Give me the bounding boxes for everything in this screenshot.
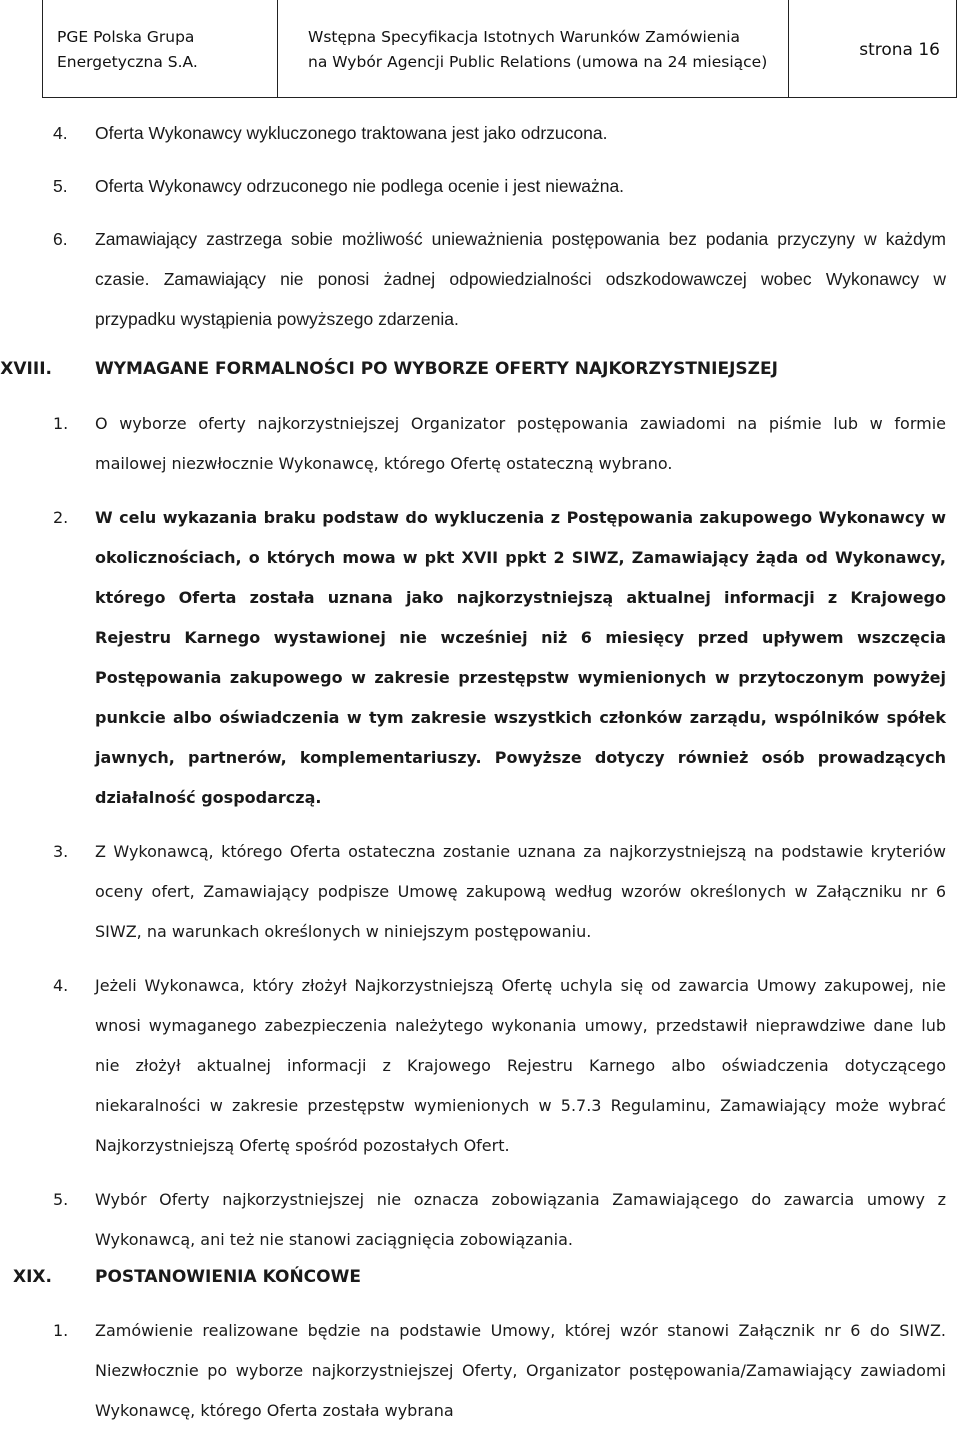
title-line: na Wybór Agencji Public Relations (umowa na 24 miesiące) — [308, 53, 768, 71]
item-text: Jeżeli Wykonawca, który złożył Najkorzystniejszą Ofertę uchyla się od zawarcia Umowy zakupowej, nie wnosi wymaganego zabezpieczenia należytego wykonania umowy, przedstawił nieprawdziwe dane lub nie złożył aktualnej informacji z Krajowego Rejestru Karnego albo oświadczenia dotyczącego niekaralności w zakresie przestępstw wymienionych w 5.7.3 Regulaminu, Zamawiający może wybrać Najkorzystniejszą Ofertę spośród pozostałych Ofert. — [95, 976, 946, 1155]
list-item — [0, 113, 960, 153]
item-number: 5. — [53, 1190, 69, 1209]
item-text: Z Wykonawcą, którego Oferta ostateczna zostanie uznana za najkorzystniejszą na podstawie kryteriów oceny ofert, Zamawiający podpisze Umowę zakupową według wzorów określonych w Załączniku nr 6 SIWZ, na warunkach określonych w niniejszym postępowaniu. — [95, 842, 946, 941]
section-title: POSTANOWIENIA KOŃCOWE — [95, 1267, 361, 1287]
item-number: 4. — [53, 123, 68, 143]
list-item — [0, 166, 960, 206]
item-text: Wybór Oferty najkorzystniejszej nie oznacza zobowiązania Zamawiającego do zawarcia umowy z Wykonawcą, ani też nie stanowi zaciągnięcia zobowiązania. — [95, 1190, 946, 1249]
item-text: Zamawiający zastrzega sobie możliwość unieważnienia postępowania bez podania przyczyny w każdym czasie. Zamawiający nie ponosi żadnej odpowiedzialności odszkodowawczej wobec Wykonawcy w przypadku wystąpienia powyższego zdarzenia. — [95, 229, 946, 329]
list-item — [0, 498, 960, 818]
section-title: WYMAGANE FORMALNOŚCI PO WYBORZE OFERTY NAJKORZYSTNIEJSZEJ — [95, 359, 778, 379]
section-xviii-list — [0, 404, 960, 1260]
title-line: Wstępna Specyfikacja Istotnych Warunków Zamówienia — [308, 28, 740, 46]
item-text: Oferta Wykonawcy odrzuconego nie podlega ocenie i jest nieważna. — [95, 176, 625, 196]
item-number: 4. — [53, 976, 69, 995]
company-line: Energetyczna S.A. — [57, 53, 198, 71]
item-text: Zamówienie realizowane będzie na podstawie Umowy, której wzór stanowi Załącznik nr 6 do SIWZ. Niezwłocznie po wyborze najkorzystniejszej Oferty, Organizator postępowania/Zamawiający zawiadomi Wykonawcę, którego Oferta została wybrana — [95, 1321, 946, 1420]
item-text: W celu wykazania braku podstaw do wykluczenia z Postępowania zakupowego Wykonawcy w okolicznościach, o których mowa w pkt XVII ppkt 2 SIWZ, Zamawiający żąda od Wykonawcy, którego Oferta została uznana jako najkorzystniejszą aktualnej informacji z Krajowego Rejestru Karnego wystawionej nie wcześniej niż 6 miesięcy przed upływem wszczęcia Postępowania zakupowego w zakresie przestępstw wymienionych w przytoczonym powyżej punkcie albo oświadczenia w tym zakresie wszystkich członków zarządu, wspólników spółek jawnych, partnerów, komplementariuszy. Powyższe dotyczy również osób prowadzących działalność gospodarczą. — [95, 508, 946, 807]
item-number: 6. — [53, 229, 68, 249]
list-continuation — [0, 113, 960, 339]
list-item — [0, 219, 960, 339]
header-divider — [788, 0, 789, 97]
item-number: 1. — [53, 414, 69, 433]
item-number: 5. — [53, 176, 68, 196]
list-item — [0, 966, 960, 1166]
section-xix-list — [0, 1311, 960, 1431]
page-header — [42, 0, 957, 98]
section-number: XIX. — [13, 1267, 52, 1287]
header-company — [57, 25, 267, 75]
list-item — [0, 404, 960, 484]
item-number: 1. — [53, 1321, 69, 1340]
section-number: XVIII. — [0, 359, 52, 379]
list-item — [0, 832, 960, 952]
company-line: PGE Polska Grupa — [57, 28, 195, 46]
item-text: O wyborze oferty najkorzystniejszej Organizator postępowania zawiadomi na piśmie lub w formie mailowej niezwłocznie Wykonawcę, którego Ofertę ostateczną wybrano. — [95, 414, 946, 473]
item-text: Oferta Wykonawcy wykluczonego traktowana jest jako odrzucona. — [95, 123, 608, 143]
header-title — [308, 25, 788, 75]
page-number: strona 16 — [859, 40, 940, 60]
item-number: 3. — [53, 842, 69, 861]
list-item — [0, 1180, 960, 1260]
item-number: 2. — [53, 508, 69, 527]
list-item — [0, 1311, 960, 1431]
header-divider — [277, 0, 278, 97]
